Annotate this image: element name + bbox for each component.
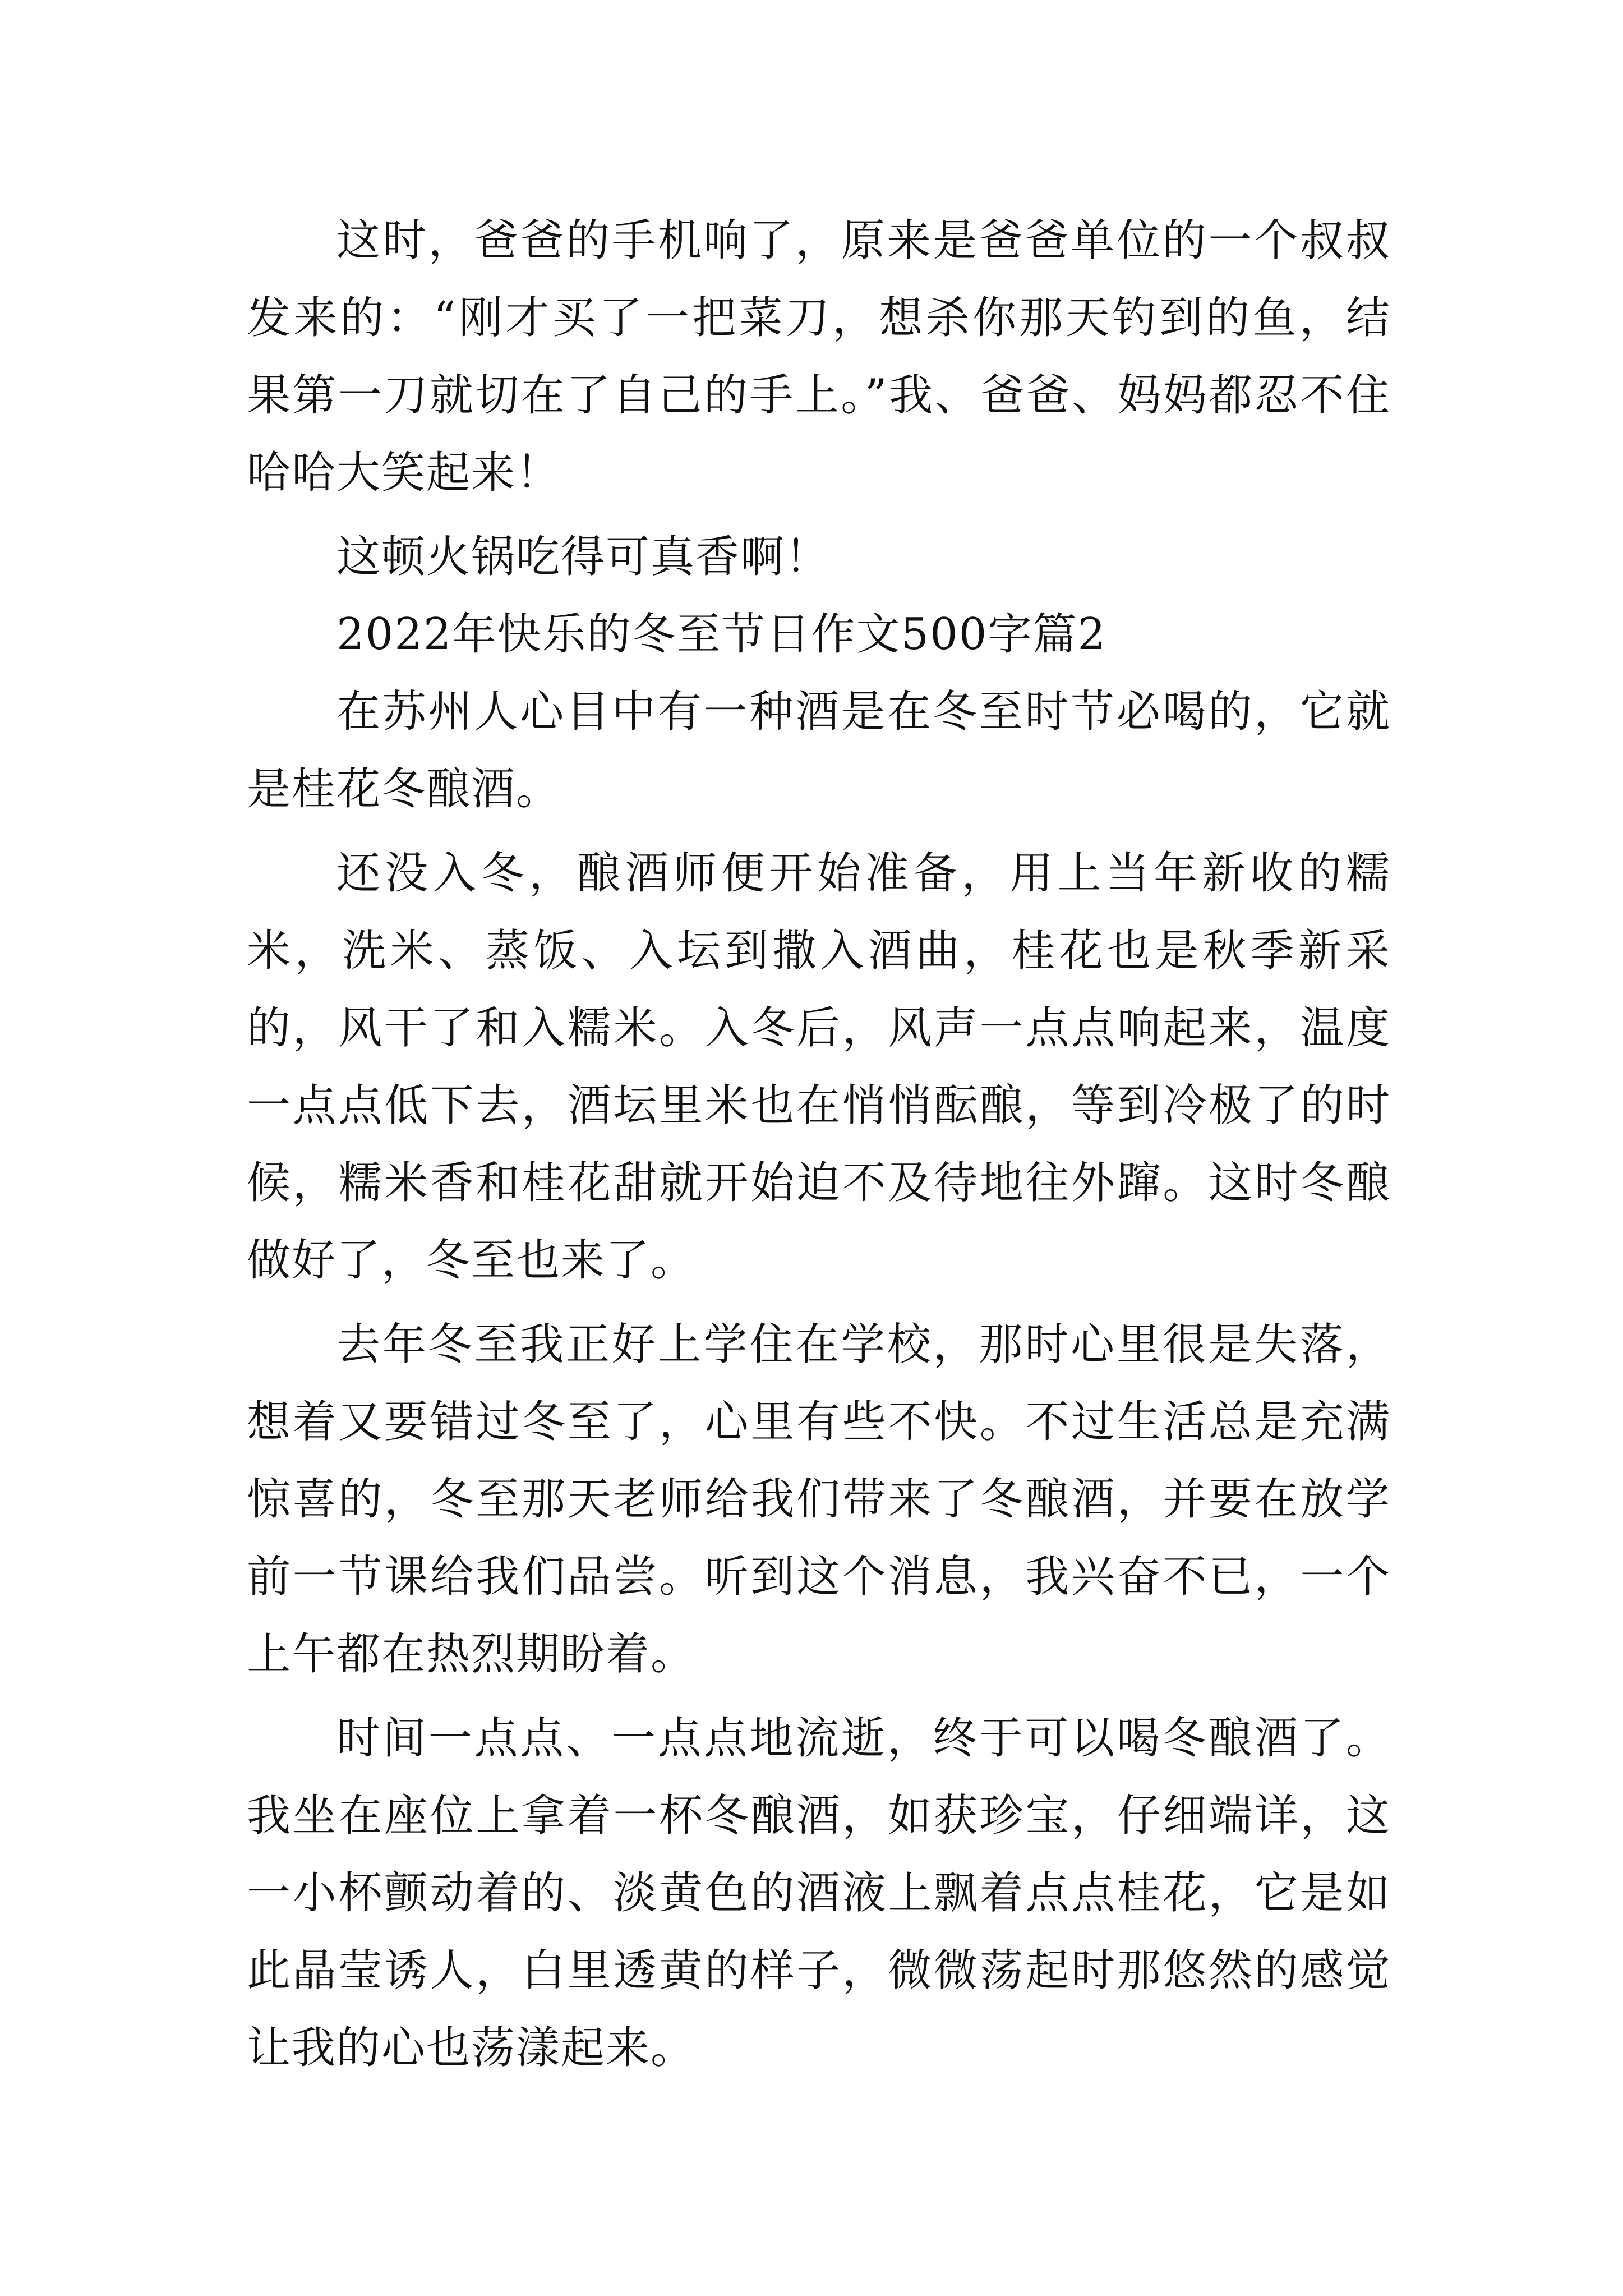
paragraph-osmanthus-wine: 在苏州人心目中有一种酒是在冬至时节必喝的，它就是桂花冬酿酒。	[247, 687, 1391, 815]
paragraph-school: 去年冬至我正好上学住在学校，那时心里很是失落，想着又要错过冬至了，心里有些不快。不过生活总是充满惊喜的，冬至那天老师给我们带来了冬酿酒，并要在放学前一节课给我们品尝。听到这个消息，我兴奋不已，一个上午都在热烈期盼着。	[247, 1319, 1391, 1680]
paragraph-hotpot: 这顿火锅吃得可真香啊！	[336, 532, 831, 582]
paragraph-tasting: 时间一点点、一点点地流逝，终于可以喝冬酿酒了。我坐在座位上拿着一杯冬酿酒，如获珍宝，仔细端详，这一小杯颤动着的、淡黄色的酒液上飘着点点桂花，它是如此晶莹诱人，白里透黄的样子，微微荡起时那悠然的感觉让我的心也荡漾起来。	[247, 1713, 1391, 2073]
paragraph-brewing: 还没入冬，酿酒师便开始准备，用上当年新收的糯米，洗米、蒸饭、入坛到撒入酒曲，桂花也是秋季新采的，风干了和入糯米。入冬后，风声一点点响起来，温度一点点低下去，酒坛里米也在悄悄酝酿，等到冷极了的时候，糯米香和桂花甜就开始迫不及待地往外蹿。这时冬酿做好了，冬至也来了。	[247, 848, 1391, 1286]
section-title: 2022年快乐的冬至节日作文500字篇2	[336, 609, 1107, 660]
document-body	[247, 202, 1391, 2087]
paragraph-phone-call: 这时，爸爸的手机响了，原来是爸爸单位的一个叔叔发来的：“刚才买了一把菜刀，想杀你那天钓到的鱼，结果第一刀就切在了自己的手上。”我、爸爸、妈妈都忍不住哈哈大笑起来！	[247, 215, 1391, 498]
